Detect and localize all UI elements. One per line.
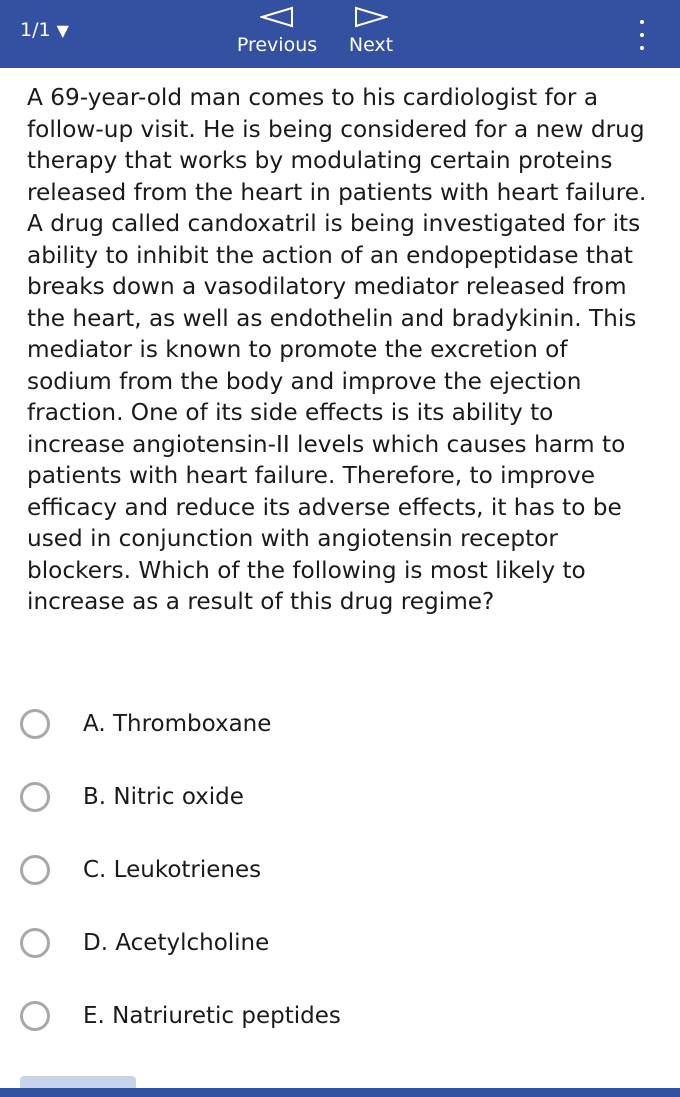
option-label: A. Thromboxane [83, 711, 272, 737]
option-label: B. Nitric oxide [83, 784, 244, 810]
triangle-left-icon [260, 6, 294, 28]
caret-down-icon: ▼ [56, 20, 69, 40]
radio-button-icon[interactable] [20, 855, 50, 885]
radio-button-icon[interactable] [20, 928, 50, 958]
bottom-bar [0, 1088, 680, 1097]
option-c[interactable] [20, 845, 640, 895]
question-counter: 1/1 [20, 19, 51, 41]
next-label: Next [348, 34, 394, 56]
previous-label: Previous [236, 34, 318, 56]
top-navigation-bar [0, 0, 680, 68]
radio-button-icon[interactable] [20, 709, 50, 739]
kebab-menu-icon[interactable] [632, 20, 652, 50]
option-label: D. Acetylcholine [83, 930, 270, 956]
option-e[interactable] [20, 991, 640, 1041]
option-b[interactable] [20, 772, 640, 822]
triangle-right-icon [354, 6, 388, 28]
option-label: C. Leukotrienes [83, 857, 262, 883]
previous-button[interactable] [232, 6, 322, 64]
option-label: E. Natriuretic peptides [83, 1003, 341, 1029]
option-a[interactable] [20, 699, 640, 749]
radio-button-icon[interactable] [20, 782, 50, 812]
question-stem: A 69-year-old man comes to his cardiologist for a follow-up visit. He is being considered for a new drug therapy that works by modulating certain proteins released from the heart in patients with heart failure. A drug called candoxatril is being investigated for its ability to inhibit the action of an endopeptidase that breaks down a vasodilatory mediator released from the heart, as well as endothelin and bradykinin. This mediator is known to promote the excretion of sodium from the body and improve the ejection fraction. One of its side effects is its ability to increase angiotensin-II levels which causes harm to patients with heart failure. Therefore, to improve efficacy and reduce its adverse effects, it has to be used in conjunction with angiotensin receptor blockers. Which of the following is most likely to increase as a result of this drug regime? [27, 84, 647, 615]
question-counter-dropdown[interactable] [20, 19, 69, 41]
radio-button-icon[interactable] [20, 1001, 50, 1031]
option-d[interactable] [20, 918, 640, 968]
next-button[interactable] [326, 6, 416, 64]
